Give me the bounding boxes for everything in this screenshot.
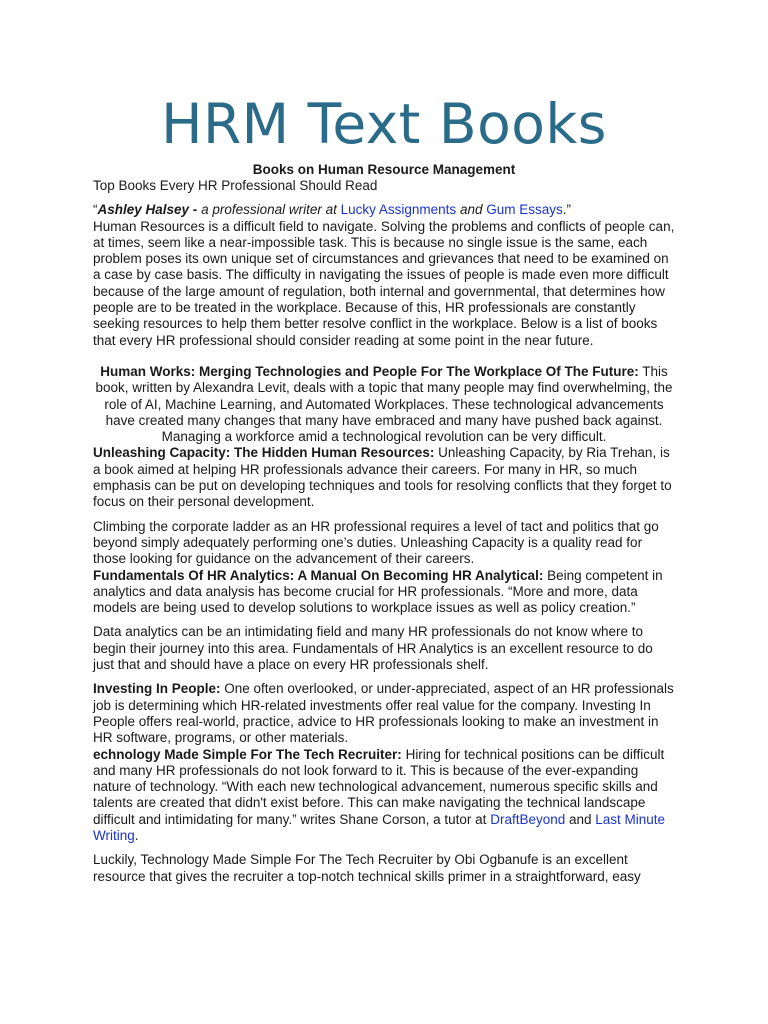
book-human-works-text: This book, written by Alexandra Levit, deals with a topic that many people may find overwhelming, the role of AI, Machine Learning, and Automated Workplaces. These technological advancements have created many changes that many have embraced and many have pushed back against. Managing a workforce amid a technological revolution can be very difficult. [95, 363, 673, 445]
book-technology-and: and [565, 811, 596, 827]
page-title: HRM Text Books [161, 92, 607, 156]
book-technology-made-simple-text2: Luckily, Technology Made Simple For The Tech Recruiter by Obi Ogbanufe is an excellent resource that gives the recruiter a top-notch technical skills primer in a straightforward, easy [93, 852, 641, 884]
book-unleashing-capacity-text2: Climbing the corporate ladder as an HR professional requires a level of tact and politics that go beyond simply adequately performing one’s duties. Unleashing Capacity is a quality read for those looking for guidance on the advancement of their careers. [93, 518, 659, 567]
book-technology-end: . [134, 827, 139, 843]
byline-author: Ashley Halsey - [97, 202, 198, 218]
byline-mid: a professional writer at [197, 202, 341, 218]
book-unleashing-capacity [93, 445, 675, 510]
tagline: Top Books Every HR Professional Should Read [93, 178, 378, 193]
book-hr-analytics-text: Being competent in analytics and data analysis has become crucial for HR professionals. “More and more, data models are being used to develop solutions to workplace issues as well as policy creation.” [93, 567, 663, 616]
last-minute-writing-link[interactable]: Last Minute Writing [93, 811, 666, 843]
book-hr-analytics-text2: Data analytics can be an intimidating field and many HR professionals do not know where to begin their journey into this area. Fundamentals of HR Analytics is an excellent resource to do just that and should have a place on every HR professionals shelf. [93, 624, 653, 673]
book-investing-in-people-title: Investing In People: [93, 681, 221, 697]
byline-open-quote: “ [93, 202, 98, 218]
byline-end: .” [562, 202, 571, 218]
book-technology-made-simple-title: echnology Made Simple For The Tech Recruiter: [93, 746, 402, 762]
book-human-works [93, 364, 675, 445]
byline-and: and [456, 202, 487, 218]
lucky-assignments-link[interactable]: Lucky Assignments [340, 202, 457, 218]
book-investing-in-people-text: One often overlooked, or under-appreciated, aspect of an HR professionals job is determining which HR-related investments offer real value for the company. Investing In People offers real-world, practice, advice to HR professionals looking to make an investment in HR software, programs, or other materials. [93, 681, 674, 746]
draftbeyond-link[interactable]: DraftBeyond [490, 811, 566, 827]
book-human-works-title: Human Works: Merging Technologies and People For The Workplace Of The Future: [100, 363, 639, 379]
gum-essays-link[interactable]: Gum Essays [486, 202, 563, 218]
book-unleashing-capacity-text: Unleashing Capacity, by Ria Trehan, is a book aimed at helping HR professionals advance their careers. For many in HR, so much emphasis can be put on developing techniques and tools for resolving conflicts that they forget to focus on their personal development. [93, 445, 672, 510]
book-hr-analytics-title: Fundamentals Of HR Analytics: A Manual On Becoming HR Analytical: [93, 567, 544, 583]
book-unleashing-capacity-title: Unleashing Capacity: The Hidden Human Resources: [93, 445, 435, 461]
book-investing-in-people [93, 681, 675, 746]
book-technology-made-simple-text: Hiring for technical positions can be difficult and many HR professionals do not look forward to it. This is because of the ever-expanding nature of technology. “With each new technological advancement, numerous specific skills and talents are created that didn't exist before. This can make navigating the technical landscape difficult and intimidating for many.” writes Shane Corson, a tutor at [93, 746, 665, 827]
subheading: Books on Human Resource Management [252, 162, 516, 177]
intro-paragraph: Human Resources is a difficult field to navigate. Solving the problems and conflicts of people can, at times, seem like a near-impossible task. This is because no single issue is the same, each problem poses its own unique set of circumstances and grievances that need to be examined on a case by case basis. The difficulty in navigating the issues of people is made even more difficult because of the large amount of regulation, both internal and governmental, that determines how people are to be treated in the workplace. Because of this, HR professionals are constantly seeking resources to help them better resolve conflict in the workplace. Below is a list of books that every HR professional should consider reading at some point in the near future. [93, 218, 675, 348]
book-hr-analytics [93, 568, 675, 617]
byline [93, 202, 675, 218]
book-technology-made-simple [93, 747, 675, 845]
